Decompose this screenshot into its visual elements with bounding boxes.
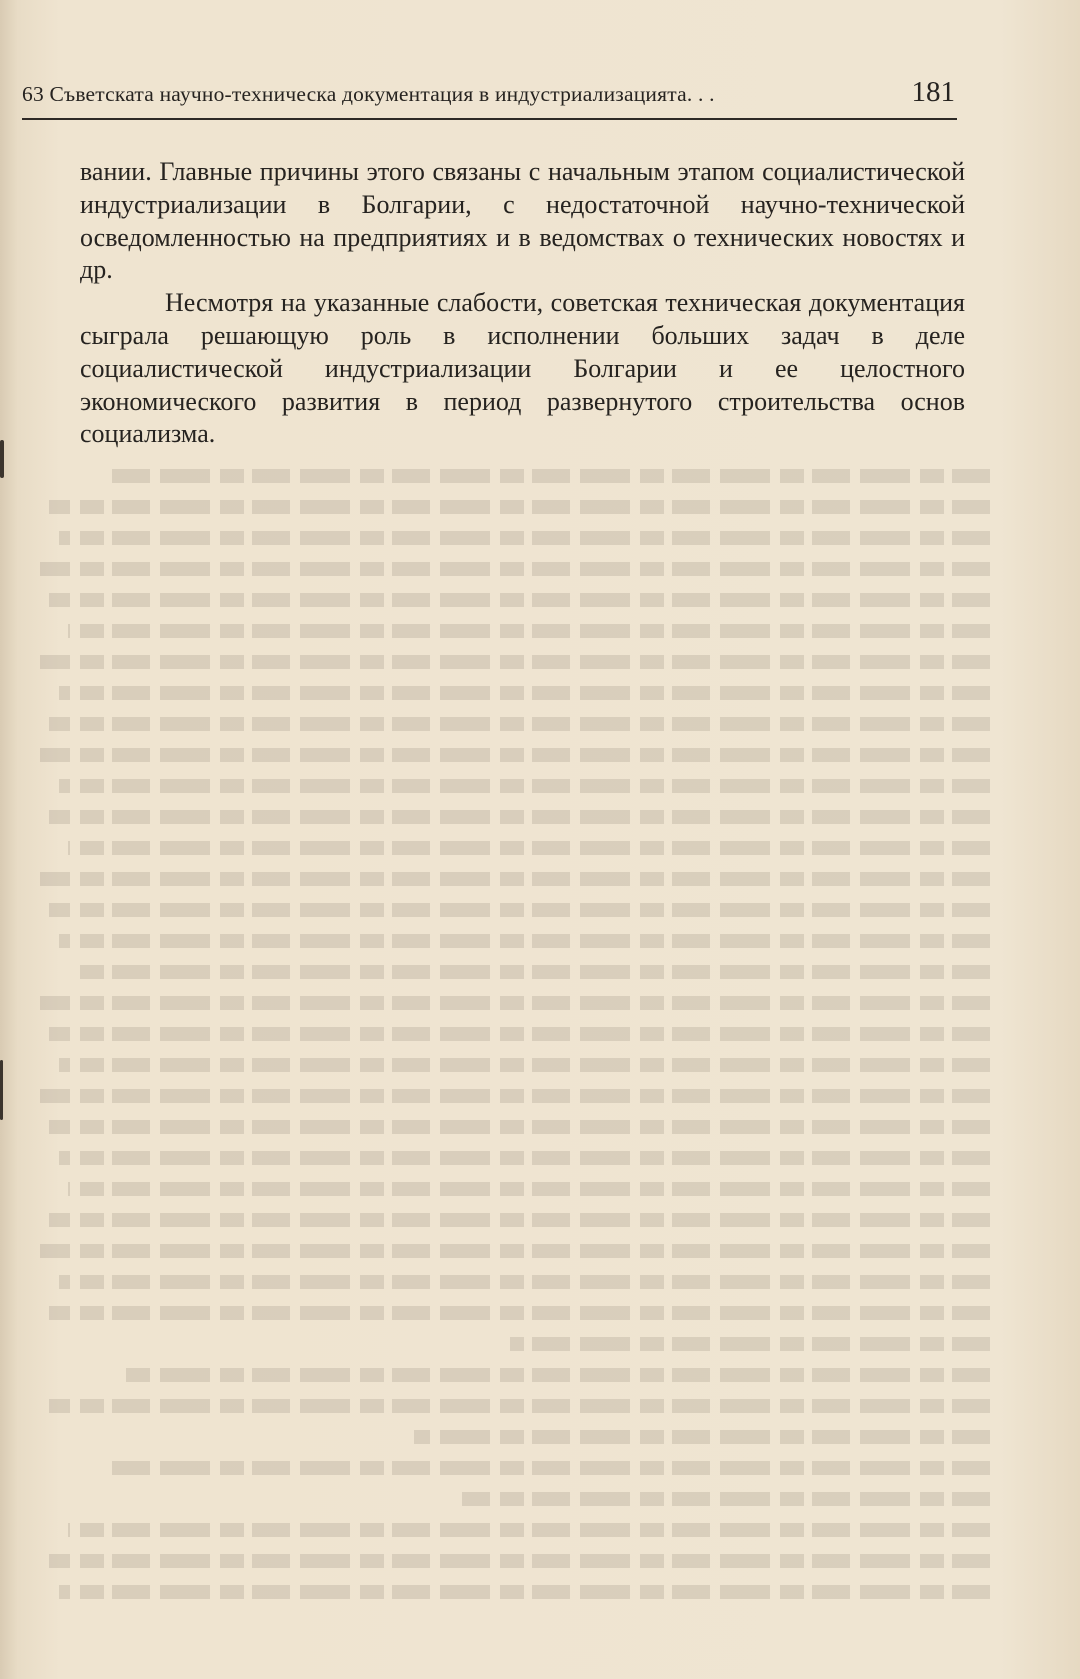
show-through-line [49, 491, 990, 522]
show-through-line [40, 646, 990, 677]
show-through-line [49, 1545, 990, 1576]
show-through-text [30, 460, 990, 1540]
show-through-line [49, 708, 990, 739]
show-through-line [126, 1359, 990, 1390]
show-through-line [68, 832, 990, 863]
show-through-line [49, 801, 990, 832]
show-through-line [40, 553, 990, 584]
paragraph-continued: вании. Главные причины этого связаны с начальным этапом социалистической индустриализации в Болгарии, с недостаточной научно-технической осведомленностью на предприятиях и в ведомствах о технических новостях и др. [80, 157, 965, 285]
show-through-line [40, 863, 990, 894]
show-through-line [68, 615, 990, 646]
show-through-line [49, 894, 990, 925]
show-through-line [107, 460, 990, 491]
show-through-line [59, 1049, 990, 1080]
show-through-line [68, 1173, 990, 1204]
show-through-line [68, 1514, 990, 1545]
show-through-line [40, 1235, 990, 1266]
show-through-line [49, 1111, 990, 1142]
show-through-line [462, 1483, 990, 1514]
show-through-line [59, 1266, 990, 1297]
show-through-line [59, 1142, 990, 1173]
show-through-line [107, 1452, 990, 1483]
show-through-line [40, 987, 990, 1018]
show-through-line [59, 677, 990, 708]
show-through-line [49, 1018, 990, 1049]
show-through-line [59, 522, 990, 553]
page-number: 181 [911, 76, 955, 108]
page-edge-mark [0, 1060, 3, 1120]
page-header [22, 78, 957, 120]
show-through-line [59, 925, 990, 956]
show-through-line [49, 1390, 990, 1421]
show-through-line [49, 1297, 990, 1328]
show-through-line [510, 1328, 990, 1359]
show-through-line [40, 739, 990, 770]
show-through-line [59, 770, 990, 801]
body-text [80, 156, 965, 451]
show-through-line [49, 584, 990, 615]
paragraph-conclusion: Несмотря на указанные слабости, советская техническая документация сыграла решающую роль в исполнении больших задач в деле социалистической индустриализации Болгарии и ее целостного экономического развития в период развернутого строительства основ социализма. [80, 288, 965, 449]
page-edge-mark [0, 440, 4, 478]
show-through-line [40, 1080, 990, 1111]
show-through-line [78, 956, 990, 987]
show-through-line [49, 1204, 990, 1235]
show-through-line [59, 1576, 990, 1607]
show-through-line [414, 1421, 990, 1452]
running-title: 63 Съветската научно-техническа документация в индустриализацията. . . [22, 82, 715, 106]
